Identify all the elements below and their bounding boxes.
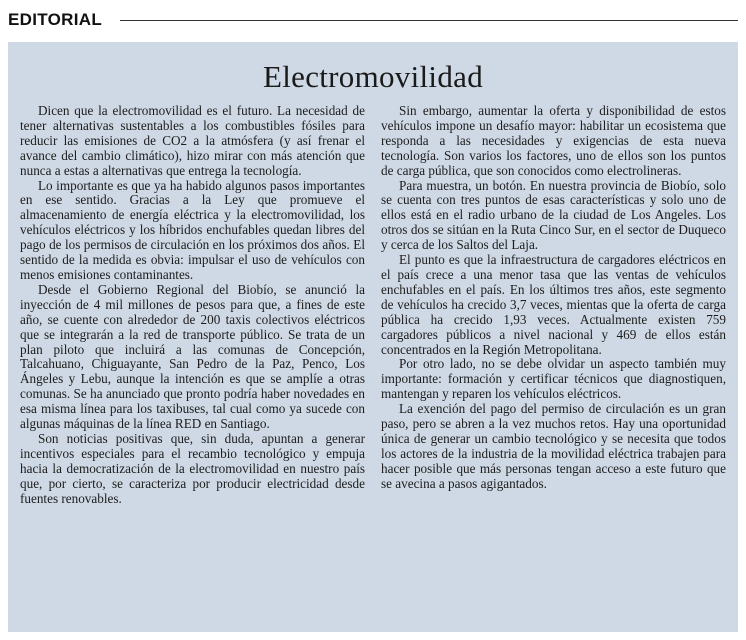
- article-paragraph: Sin embargo, aumentar la oferta y disponibilidad de estos vehículos impone un desafío mayor: habilitar un ecosistema que responda a las necesidades y exigencias de esta nueva tecnología. Son varios los factores, uno de ellos son los puntos de carga pública, que son conocidos como electrolineras.: [381, 103, 726, 178]
- article-paragraph: Dicen que la electromovilidad es el futuro. La necesidad de tener alternativas sustentables a los combustibles fósiles para reducir las emisiones de CO2 a la atmósfera (y así frenar el avance del cambio climático), hizo mirar con más atención que nunca a estas a alternativas que entrega la tecnología.: [20, 103, 365, 178]
- article-title: Electromovilidad: [262, 59, 483, 94]
- article-paragraph: Por otro lado, no se debe olvidar un aspecto también muy importante: formación y certificar técnicos que diagnostiquen, mantengan y reparen los vehículos eléctricos.: [381, 356, 726, 402]
- article-paragraph: Para muestra, un botón. En nuestra provincia de Biobío, solo se cuenta con tres puntos de esas características y solo uno de ellos está en el radio urbano de la ciudad de Los Angeles. Los otros dos se sitúan en la Ruta Cinco Sur, en el sector de Duqueco y cerca de los Saltos del Laja.: [381, 177, 726, 253]
- section-divider: [120, 20, 738, 21]
- article-paragraph: Desde el Gobierno Regional del Biobío, se anunció la inyección de 4 mil millones de pesos para que, a fines de este año, se cuente con alrededor de 200 taxis colectivos eléctricos que se integrarán a la red de transporte público. Se trata de un plan piloto que incluirá a las comunas de Concepción, Talcahuano, Chiguayante, San Pedro de la Paz, Penco, Los Ángeles y Lebu, aunque la intención es que se amplíe a otras comunas. Se ha anunciado que pronto podría haber novedades en esa misma línea para los taxibuses, tal cual como ya sucede con algunas máquinas de la línea RED en Santiago.: [20, 281, 365, 432]
- section-label: EDITORIAL: [8, 10, 103, 29]
- article-paragraph: Lo importante es que ya ha habido algunos pasos importantes en ese sentido. Gracias a la Ley que promueve el almacenamiento de energía eléctrica y la electromovilidad, los vehículos eléctricos y los híbridos enchufables quedan libres del pago de los permisos de circulación en los próximos dos años. El sentido de la medida es obvia: impulsar el uso de vehículos con menos emisiones contaminantes.: [20, 177, 365, 282]
- article-column-left: [20, 104, 365, 506]
- article-paragraph: Son noticias positivas que, sin duda, apuntan a generar incentivos especiales para el recambio tecnológico y empuja hacia la democratización de la electromovilidad en nuestro país que, por cierto, se caracteriza por producir electricidad desde fuentes renovables.: [20, 430, 365, 506]
- article-paragraph: La exención del pago del permiso de circulación es un gran paso, pero se abren a la vez muchos retos. Hay una oportunidad única de generar un cambio tecnológico y se necesita que todos los actores de la industria de la movilidad eléctrica trabajen para hacer posible que más personas tengan acceso a este futuro que se avecina a pasos agigantados.: [381, 401, 726, 491]
- article-column-right: [381, 104, 726, 506]
- article-columns: [20, 104, 726, 506]
- section-header: [8, 6, 738, 34]
- article-paragraph: El punto es que la infraestructura de cargadores eléctricos en el país crece a una menor tasa que las ventas de vehículos enchufables en el país. En los últimos tres años, este segmento de vehículos ha crecido 3,7 veces, mientas que la oferta de carga pública ha crecido 1,93 veces. Actualmente existen 759 cargadores públicos a nivel nacional y 469 de ellos están concentrados en la Región Metropolitana.: [381, 252, 726, 357]
- editorial-panel: [8, 42, 738, 632]
